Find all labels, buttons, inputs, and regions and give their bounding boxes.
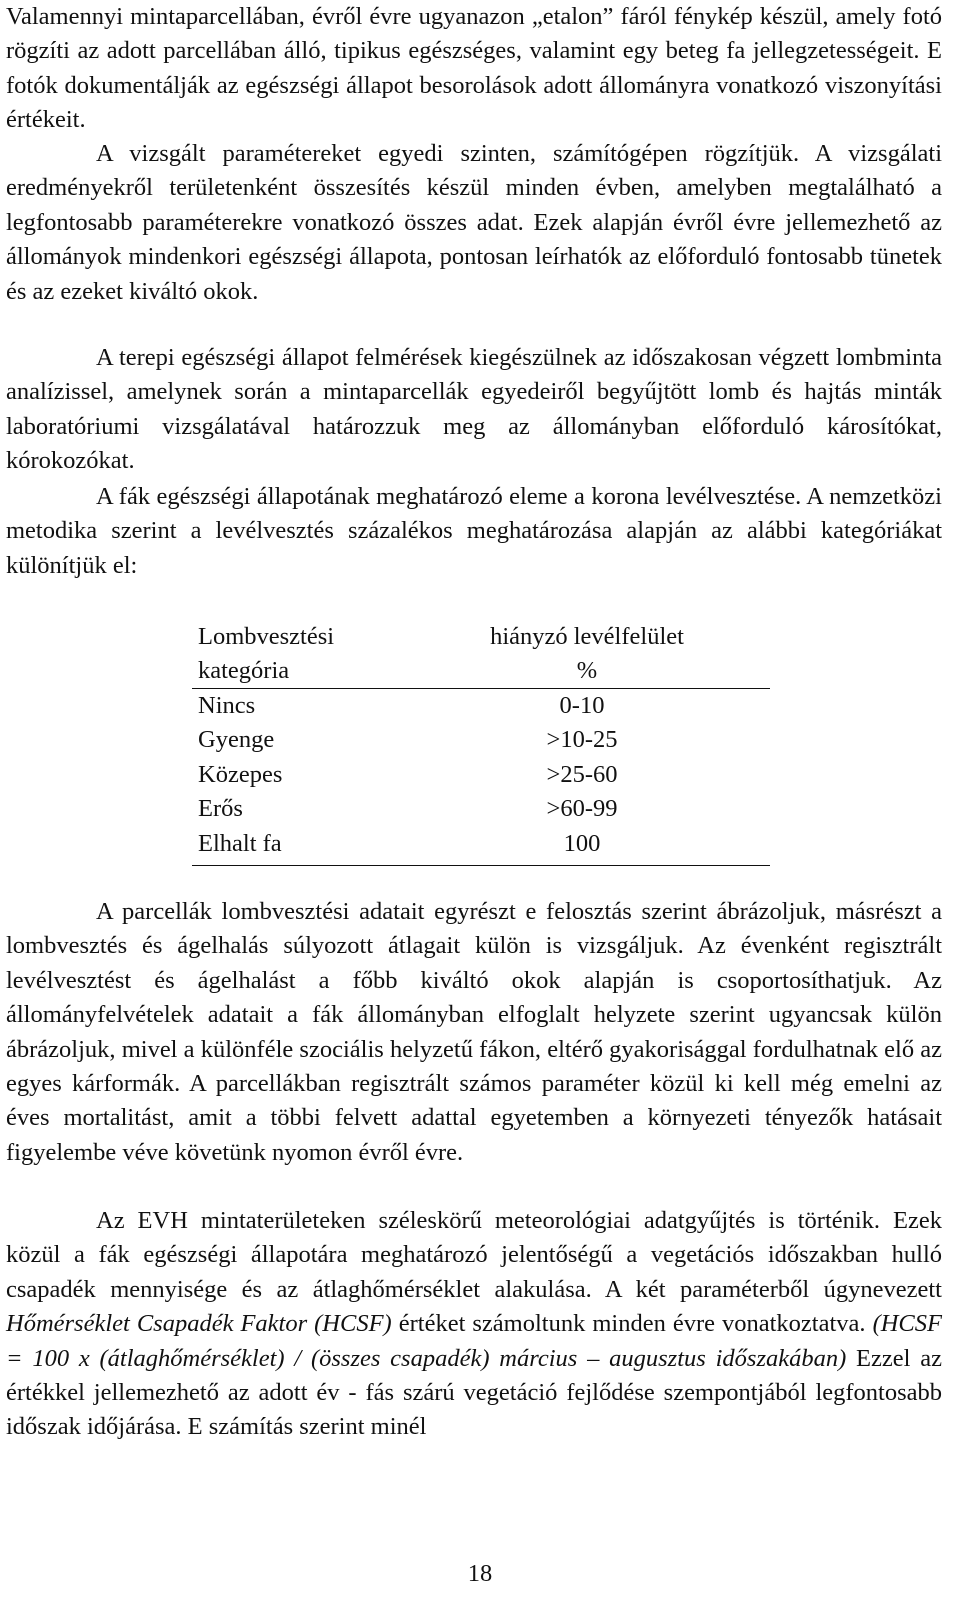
paragraph-meteorology: Az EVH mintaterületeken széleskörű meteorológiai adatgyűjtés is történik. Ezek közül a fák egészségi állapotára meghatározó jelentőségű a vegetációs időszakban hulló csapadék mennyisége és az átlaghőmérséklet alakulása. A két paraméterből úgynevezett Hőmérséklet Csapadék Faktor (HCSF) értéket számoltunk minden évre vonatkoztatva. (HCSF = 100 x (átlaghőmérséklet) / (összes csapadék) március – augusztus időszakában) Ezzel az értékkel jellemezhető az adott év - fás szárú vegetáció fejlődése szempontjából legfontosabb időszak időjárása. E számítás szerint minél [6, 1207, 942, 1441]
cell-value: >10-25 [546, 726, 618, 754]
cell-value: 100 [563, 829, 601, 857]
table-row [192, 723, 770, 757]
paragraph-defoliation-intro: A fák egészségi állapotának meghatározó eleme a korona levélvesztése. A nemzetközi metodika szerint a levélvesztés százalékos meghatározása alapján az alábbi kategóriákat különítjük el: [6, 483, 942, 579]
cell-category: Közepes [198, 760, 283, 788]
cell-value: >60-99 [546, 795, 618, 823]
table-header [192, 620, 770, 689]
header-category: Lombvesztési kategória [198, 623, 335, 684]
paragraph-data-recording: A vizsgált paramétereket egyedi szinten, számítógépen rögzítjük. A vizsgálati eredményekről területenként összesítés készül minden évben, amelyben megtalálható a legfontosabb paraméterekre vonatkozó összes adat. Ezek alapján évről évre jellemezhető az állományok mindenkori egészségi állapota, pontosan leírhatók az előforduló fontosabb tünetek és az ezeket kiváltó okok. [6, 140, 942, 305]
hcsf-formula: (HCSF = 100 x (átlaghőmérséklet) / (összes csapadék) március – augusztus időszakában) [6, 1310, 942, 1372]
cell-value: 0-10 [559, 692, 605, 719]
paragraph-photo-documentation: Valamennyi mintaparcellában, évről évre ugyanazon „etalon” fáról fénykép készül, amely fotó rögzíti az adott parcellában álló, tipikus egészséges, valamint egy beteg fa jellegzetességeit. E fotók dokumentálják az egészségi állapot besorolások adott állományra vonatkozó viszonyítási értékeit. [6, 3, 942, 134]
defoliation-category-table [192, 620, 770, 866]
paragraph-defoliation-analysis: A parcellák lombvesztési adatait egyrészt e felosztás szerint ábrázoljuk, másrészt a lombvesztés és ágelhalás súlyozott átlagait külön is vizsgáljuk. Az évenként regisztrált levélvesztést és ágelhalást a főbb kiváltó okok alapján is csoportosíthatjuk. Az állományfelvételek adatait a fák állományban elfoglalt helyzete szerint ugyancsak külön ábrázoljuk, mivel a különféle szociális helyzetű fákon, eltérő gyakorisággal fordulhatnak elő az egyes kárformák. A parcellákban regisztrált számos paraméter közül ki kell még emelni az éves mortalitást, amit a többi felvett adattal egyetemben a környezeti tényezők hatásait figyelembe véve követünk nyomon évről évre. [6, 898, 942, 1166]
table-row [192, 689, 770, 723]
table-row [192, 827, 770, 861]
page-number: 18 [467, 1560, 493, 1587]
table-body [192, 689, 770, 866]
cell-category: Erős [198, 795, 243, 823]
paragraph-leaf-sample-analysis: A terepi egészségi állapot felmérések kiegészülnek az időszakosan végzett lombminta analízissel, amelynek során a mintaparcellák egyedeiről begyűjtött lomb és hajtás minták laboratóriumi vizsgálatával határozzuk meg az állományban előforduló károsítókat, kórokozókat. [6, 344, 942, 475]
cell-value: >25-60 [546, 760, 618, 788]
cell-category: Gyenge [198, 726, 275, 754]
cell-category: Elhalt fa [198, 829, 282, 857]
cell-category: Nincs [198, 692, 256, 719]
header-missing-leaf-surface: hiányzó levélfelület % [490, 623, 684, 684]
table-row [192, 758, 770, 792]
hcsf-term: Hőmérséklet Csapadék Faktor (HCSF) [6, 1310, 392, 1338]
table-row [192, 792, 770, 826]
